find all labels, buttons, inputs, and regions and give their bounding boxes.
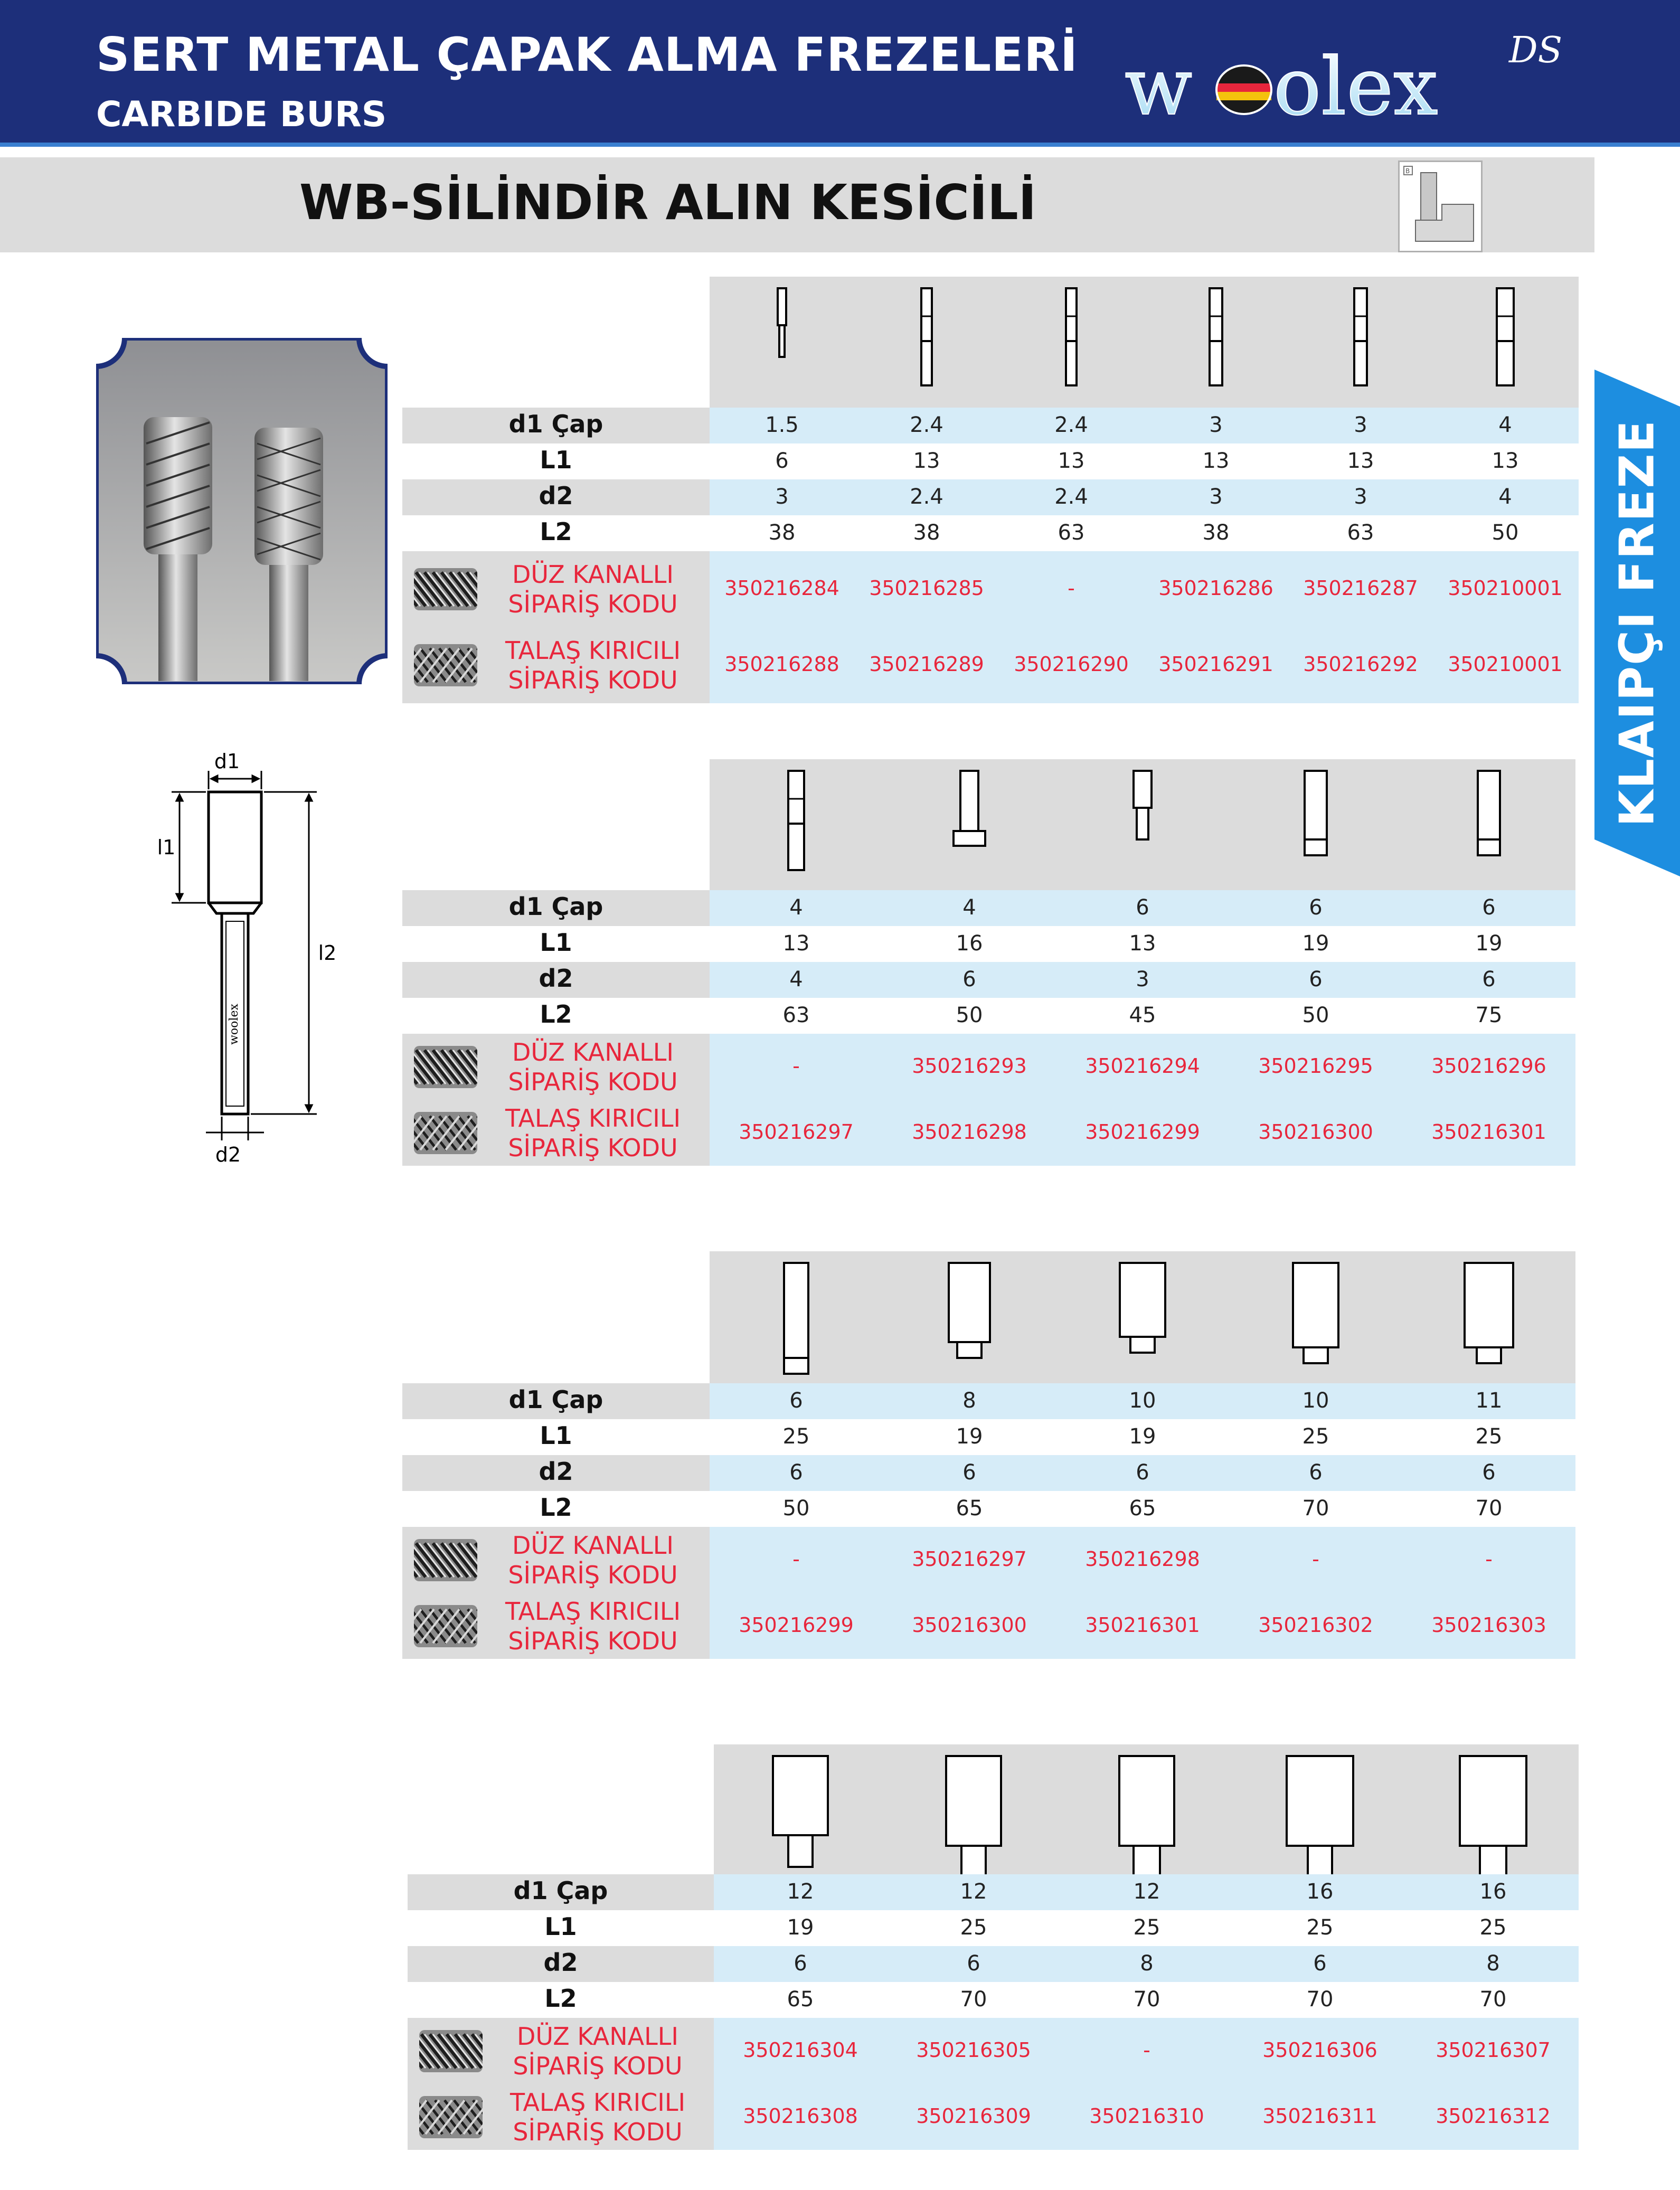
tool-drawing	[781, 1262, 811, 1378]
straight-flute-code: -	[1312, 1547, 1319, 1571]
chipbreaker-code: 350216292	[1303, 653, 1418, 676]
talas-label-line: TALAŞ KIRICILI	[505, 1597, 681, 1626]
duz-label-line: DÜZ KANALLI	[512, 560, 674, 589]
tool-drawing	[943, 1755, 1004, 1882]
row-d2-value: 3	[1209, 485, 1223, 509]
row-l1-value: 19	[1475, 931, 1503, 956]
tool-drawing	[1117, 1755, 1177, 1882]
row-l2-value: 50	[782, 1496, 810, 1521]
row-l2-value: 50	[1302, 1003, 1329, 1027]
talas-label-line: TALAŞ KIRICILI	[505, 636, 681, 665]
chipbreaker-code: 350216309	[916, 2104, 1031, 2128]
talas-label-line: SİPARİŞ KODU	[508, 1626, 678, 1655]
row-l1-value: 25	[1479, 1915, 1507, 1940]
tool-drawing	[1063, 287, 1079, 390]
straight-flute-code: 350216307	[1436, 2038, 1551, 2062]
tool-drawing	[1302, 770, 1329, 860]
logo-suffix: DS	[1509, 30, 1563, 71]
header-rule	[0, 143, 1680, 147]
straight-flute-code: 350216293	[912, 1054, 1027, 1078]
chipbreaker-label	[487, 2088, 709, 2147]
row-l1-value: 25	[960, 1915, 987, 1940]
row-l1-value: 19	[787, 1915, 814, 1940]
chipbreaker-code: 350216301	[1085, 1613, 1200, 1637]
chipbreaker-code: 350216291	[1158, 653, 1273, 676]
row-l2-label: L2	[544, 1984, 577, 2013]
straight-flute-swatch	[414, 1539, 477, 1581]
row-d2-value: 6	[1136, 1460, 1149, 1485]
straight-flute-code: 350216306	[1262, 2038, 1377, 2062]
row-d2-value: 2.4	[910, 485, 943, 509]
row-d2-value: 6	[1482, 967, 1496, 992]
straight-flute-label	[487, 2022, 709, 2081]
duz-label-line: DÜZ KANALLI	[512, 1531, 674, 1560]
row-d1-value: 16	[1479, 1880, 1507, 1904]
row-d2-value: 6	[794, 1951, 807, 1976]
row-d1-value: 2.4	[910, 413, 943, 437]
chipbreaker-swatch	[414, 644, 477, 686]
straight-flute-swatch	[414, 1046, 477, 1088]
row-d2-value: 3	[775, 485, 789, 509]
row-d2-label: d2	[539, 482, 573, 510]
duz-label-line: SİPARİŞ KODU	[508, 1560, 678, 1589]
chipbreaker-code: 350216297	[739, 1120, 854, 1144]
row-l1-value: 25	[1302, 1424, 1329, 1449]
application-icon	[1398, 161, 1483, 252]
row-l2-value: 75	[1475, 1003, 1503, 1027]
row-d2-label: d2	[539, 1457, 573, 1486]
straight-flute-code: 350216286	[1158, 577, 1273, 600]
dimension-diagram	[137, 739, 359, 1172]
row-d1-value: 2.4	[1054, 413, 1088, 437]
row-l1-value: 13	[1129, 931, 1156, 956]
tool-drawing	[1131, 770, 1154, 844]
row-l1-value: 13	[1058, 449, 1085, 473]
row-d2-value: 6	[1309, 967, 1323, 992]
order-code-rows	[710, 551, 1579, 703]
row-l1-value: 13	[1202, 449, 1230, 473]
row-d1-value: 4	[789, 895, 803, 920]
talas-label-line: SİPARİŞ KODU	[508, 1133, 678, 1162]
chipbreaker-code: 350216299	[1085, 1120, 1200, 1144]
row-l1-value: 19	[1302, 931, 1329, 956]
straight-flute-swatch	[414, 568, 477, 610]
row-l1-value: 16	[956, 931, 983, 956]
chipbreaker-code: 350216299	[739, 1613, 854, 1637]
row-d1-value: 3	[1354, 413, 1367, 437]
header-title: SERT METAL ÇAPAK ALMA FREZELERİ	[96, 27, 1078, 82]
row-d2-label: d2	[539, 964, 573, 993]
chipbreaker-code: 350216308	[743, 2104, 858, 2128]
tool-drawing	[1457, 1755, 1529, 1882]
row-l1-value: 13	[1347, 449, 1374, 473]
straight-flute-code: -	[792, 1054, 800, 1078]
tool-drawing	[1352, 287, 1370, 390]
duz-label-line: SİPARİŞ KODU	[513, 2051, 683, 2080]
straight-flute-code: 350216297	[912, 1547, 1027, 1571]
logo-text-right: olex	[1273, 41, 1438, 132]
row-d1-value: 3	[1209, 413, 1223, 437]
straight-flute-label	[482, 560, 704, 619]
chipbreaker-code: 350216298	[912, 1120, 1027, 1144]
chipbreaker-code: 350216289	[869, 653, 984, 676]
straight-flute-code: -	[1068, 577, 1075, 600]
row-d1-value: 6	[1482, 895, 1496, 920]
row-l2-value: 65	[787, 1987, 814, 2012]
duz-label-line: DÜZ KANALLI	[517, 2022, 678, 2051]
row-d2-value: 6	[967, 1951, 980, 1976]
row-l2-value: 38	[1202, 521, 1230, 545]
duz-label-line: DÜZ KANALLI	[512, 1037, 674, 1066]
row-l2-value: 70	[1306, 1987, 1334, 2012]
diagram-brand: woolex	[228, 1004, 241, 1045]
row-l2-label: L2	[540, 1000, 572, 1028]
tool-drawing	[1290, 1262, 1341, 1367]
chipbreaker-code: 350216310	[1089, 2104, 1204, 2128]
straight-flute-code: 350216285	[869, 577, 984, 600]
logo-flag-o	[1216, 65, 1271, 114]
tool-drawing	[1207, 287, 1225, 390]
straight-flute-code: 350216305	[916, 2038, 1031, 2062]
chipbreaker-code: 350216300	[1258, 1120, 1373, 1144]
straight-flute-code: 350216295	[1258, 1054, 1373, 1078]
straight-flute-code: 350216284	[724, 577, 839, 600]
row-d1-value: 6	[1136, 895, 1149, 920]
row-d2-value: 3	[1136, 967, 1149, 992]
header-subtitle: CARBIDE BURS	[96, 94, 387, 135]
row-l1-value: 25	[782, 1424, 810, 1449]
row-d1-label: d1 Çap	[508, 1385, 603, 1414]
row-l2-value: 50	[1492, 521, 1519, 545]
row-l1-value: 25	[1133, 1915, 1160, 1940]
row-l1-label: L1	[544, 1912, 577, 1941]
chipbreaker-swatch	[419, 2096, 483, 2138]
row-d1-label: d1 Çap	[513, 1876, 608, 1905]
talas-label-line: TALAŞ KIRICILI	[509, 2088, 686, 2117]
chipbreaker-label	[482, 636, 704, 695]
row-d2-value: 8	[1140, 1951, 1154, 1976]
row-d1-value: 12	[787, 1880, 814, 1904]
order-code-rows	[714, 2018, 1579, 2150]
chipbreaker-code: 350216290	[1014, 653, 1129, 676]
row-l2-value: 50	[956, 1003, 983, 1027]
straight-flute-code: 350216287	[1303, 577, 1418, 600]
row-d1-value: 4	[1498, 413, 1512, 437]
chipbreaker-swatch	[414, 1112, 477, 1154]
chipbreaker-code: 350216300	[912, 1613, 1027, 1637]
page-title: WB-SİLİNDİR ALIN KESİCİLİ	[299, 174, 1036, 231]
row-d1-value: 10	[1302, 1389, 1329, 1413]
straight-flute-swatch	[419, 2030, 483, 2072]
straight-flute-code: 350210001	[1448, 577, 1563, 600]
row-d1-value: 8	[962, 1389, 976, 1413]
row-d2-value: 2.4	[1054, 485, 1088, 509]
row-l1-value: 13	[1492, 449, 1519, 473]
tool-drawings-band	[710, 277, 1579, 408]
duz-label-line: SİPARİŞ KODU	[508, 590, 678, 618]
row-l1-value: 6	[775, 449, 789, 473]
row-d2-value: 4	[789, 967, 803, 992]
order-code-rows	[710, 1034, 1575, 1166]
tool-drawing	[786, 770, 807, 874]
chipbreaker-code: 350216288	[724, 653, 839, 676]
diagram-d1-label: d1	[214, 750, 240, 773]
row-l1-value: 19	[956, 1424, 983, 1449]
side-tab-label: KLAIPÇI FREZE	[1609, 419, 1665, 827]
straight-flute-code: -	[1143, 2038, 1150, 2062]
row-l1-label: L1	[540, 446, 572, 474]
row-l1-value: 19	[1129, 1424, 1156, 1449]
tool-drawing	[1494, 287, 1516, 390]
straight-flute-code: -	[792, 1547, 800, 1571]
row-l2-value: 65	[956, 1496, 983, 1521]
row-l2-value: 70	[1302, 1496, 1329, 1521]
chipbreaker-code: 350216302	[1258, 1613, 1373, 1637]
tool-drawing	[946, 1262, 993, 1362]
straight-flute-code: -	[1485, 1547, 1493, 1571]
row-l1-value: 13	[913, 449, 940, 473]
row-d2-value: 6	[789, 1460, 803, 1485]
row-d2-value: 3	[1354, 485, 1367, 509]
order-code-rows	[710, 1527, 1575, 1659]
chipbreaker-swatch	[414, 1605, 477, 1647]
row-l2-value: 63	[1347, 521, 1374, 545]
chipbreaker-label	[482, 1103, 704, 1163]
diagram-l1-label: l1	[157, 836, 176, 859]
row-d1-value: 12	[1133, 1880, 1160, 1904]
chipbreaker-code: 350216311	[1262, 2104, 1377, 2128]
row-l1-label: L1	[540, 928, 572, 957]
row-d1-value: 10	[1129, 1389, 1156, 1413]
row-d2-label: d2	[543, 1948, 578, 1977]
tool-drawing	[1462, 1262, 1516, 1367]
talas-label-line: SİPARİŞ KODU	[508, 666, 678, 694]
row-d1-value: 4	[962, 895, 976, 920]
row-d1-value: 16	[1306, 1880, 1334, 1904]
row-d2-value: 6	[1482, 1460, 1496, 1485]
talas-label-line: TALAŞ KIRICILI	[505, 1103, 681, 1132]
row-l2-value: 38	[913, 521, 940, 545]
straight-flute-label	[482, 1037, 704, 1097]
row-d2-value: 6	[1313, 1951, 1327, 1976]
row-d1-label: d1 Çap	[508, 892, 603, 921]
chipbreaker-label	[482, 1597, 704, 1656]
row-l1-value: 25	[1306, 1915, 1334, 1940]
row-d1-value: 11	[1475, 1389, 1503, 1413]
tool-drawing	[1475, 770, 1503, 860]
row-l2-value: 45	[1129, 1003, 1156, 1027]
row-d1-value: 6	[1309, 895, 1323, 920]
row-l2-value: 63	[782, 1003, 810, 1027]
row-l2-value: 70	[1133, 1987, 1160, 2012]
tool-drawing	[775, 287, 789, 361]
row-l2-value: 70	[1479, 1987, 1507, 2012]
row-l2-value: 63	[1058, 521, 1085, 545]
row-d1-label: d1 Çap	[508, 410, 603, 438]
diagram-l2-label: l2	[318, 941, 337, 965]
chipbreaker-code: 350216312	[1436, 2104, 1551, 2128]
row-d1-value: 1.5	[765, 413, 799, 437]
straight-flute-code: 350216304	[743, 2038, 858, 2062]
row-d1-value: 12	[960, 1880, 987, 1904]
tool-drawing	[951, 770, 988, 850]
row-l1-value: 13	[782, 931, 810, 956]
straight-flute-code: 350216298	[1085, 1547, 1200, 1571]
row-d2-value: 6	[962, 967, 976, 992]
row-l2-value: 38	[768, 521, 796, 545]
talas-label-line: SİPARİŞ KODU	[513, 2117, 683, 2146]
straight-flute-code: 350216294	[1085, 1054, 1200, 1078]
product-photo	[96, 338, 388, 684]
chipbreaker-code: 350216303	[1431, 1613, 1546, 1637]
row-l2-value: 70	[1475, 1496, 1503, 1521]
tool-drawing	[1117, 1262, 1168, 1357]
tool-drawing	[1284, 1755, 1356, 1882]
row-d2-value: 8	[1486, 1951, 1500, 1976]
row-l1-value: 25	[1475, 1424, 1503, 1449]
straight-flute-label	[482, 1531, 704, 1590]
diagram-d2-label: d2	[215, 1143, 241, 1166]
row-l2-value: 65	[1129, 1496, 1156, 1521]
tool-drawing	[919, 287, 935, 390]
row-l2-label: L2	[540, 517, 572, 546]
straight-flute-code: 350216296	[1431, 1054, 1546, 1078]
row-d2-value: 6	[1309, 1460, 1323, 1485]
brand-logo	[1119, 21, 1594, 132]
row-d2-value: 4	[1498, 485, 1512, 509]
row-d1-value: 6	[789, 1389, 803, 1413]
tool-drawing	[770, 1755, 830, 1871]
chipbreaker-code: 350216301	[1431, 1120, 1546, 1144]
logo-text-left: w	[1125, 41, 1193, 132]
row-l1-label: L1	[540, 1421, 572, 1450]
chipbreaker-code: 350210001	[1448, 653, 1563, 676]
row-l2-label: L2	[540, 1493, 572, 1522]
svg-text:B: B	[1405, 167, 1410, 175]
row-l2-value: 70	[960, 1987, 987, 2012]
duz-label-line: SİPARİŞ KODU	[508, 1067, 678, 1096]
row-d2-value: 6	[962, 1460, 976, 1485]
